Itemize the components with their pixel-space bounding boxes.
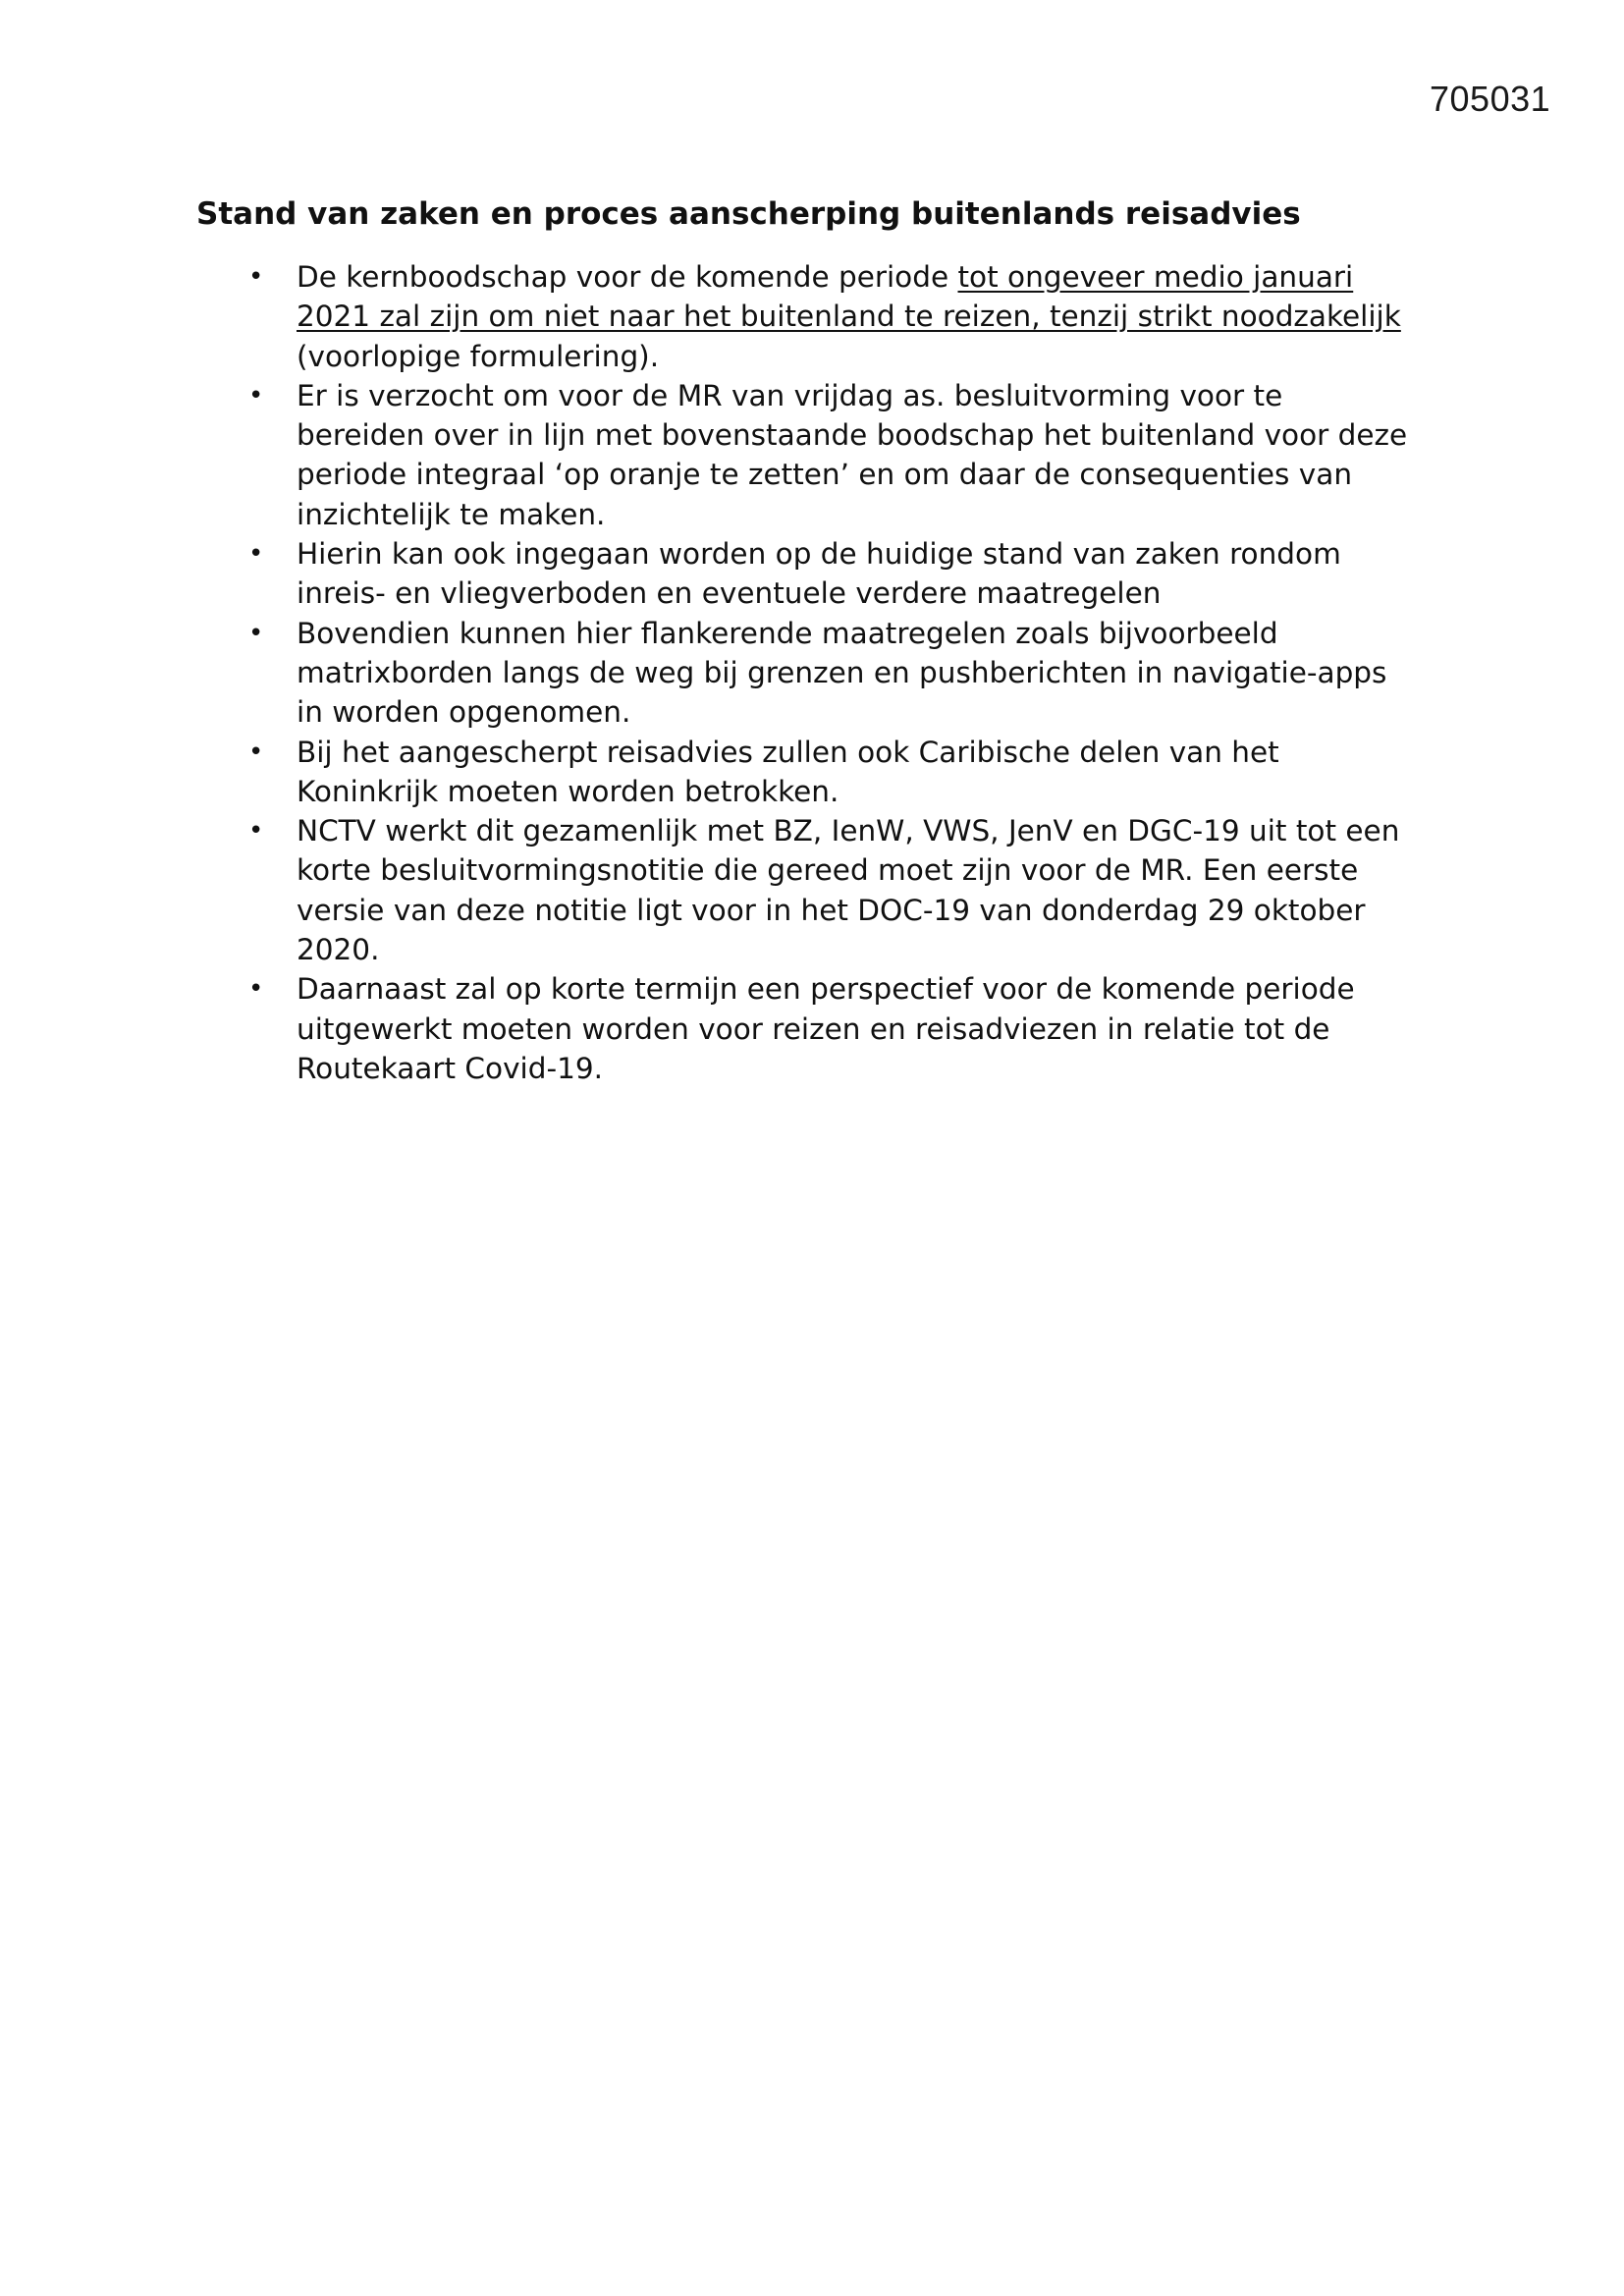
list-item-text-start: De kernboodschap voor de komende periode (297, 260, 958, 294)
list-item (0, 969, 1416, 1088)
list-item-text: Daarnaast zal op korte termijn een perspectief voor de komende periode uitgewerkt moeten worden voor reizen en reisadviezen in relatie tot de Routekaart Covid-19. (297, 972, 1355, 1085)
list-item-text: Bovendien kunnen hier flankerende maatregelen zoals bijvoorbeeld matrixborden langs de weg bij grenzen en pushberichten in navigatie-apps in worden opgenomen. (297, 616, 1387, 730)
document-heading: Stand van zaken en proces aanscherping buitenlands reisadvies (196, 196, 1301, 232)
list-item (0, 257, 1416, 376)
bullet-icon: • (248, 618, 264, 648)
bullet-icon: • (248, 816, 264, 847)
bullet-icon: • (248, 262, 264, 292)
bullet-icon: • (248, 380, 264, 410)
list-item (0, 376, 1416, 534)
list-item (0, 733, 1416, 812)
list-item-text-end: (voorlopige formulering). (297, 339, 660, 373)
list-item (0, 534, 1416, 614)
list-item-text: Bij het aangescherpt reisadvies zullen ook Caribische delen van het Koninkrijk moeten worden betrokken. (297, 735, 1279, 808)
list-item-text: Er is verzocht om voor de MR van vrijdag as. besluitvorming voor te bereiden over in lijn met bovenstaande boodschap het buitenland voor deze periode integraal ‘op oranje te zetten’ en om daar de consequenties van inzichtelijk te maken. (297, 378, 1408, 531)
list-item-text (297, 260, 1401, 373)
underlined-message: tot ongeveer medio januari 2021 zal zijn om niet naar het buitenland te reizen, tenzij strikt noodzakelijk (297, 260, 1401, 334)
document-number: 705031 (1430, 79, 1551, 119)
bullet-icon: • (248, 539, 264, 570)
list-item-text: Hierin kan ook ingegaan worden op de huidige stand van zaken rondom inreis- en vliegverboden en eventuele verdere maatregelen (297, 537, 1341, 611)
list-item-text: NCTV werkt dit gezamenlijk met BZ, IenW, VWS, JenV en DGC-19 uit tot een korte besluitvormingsnotitie die gereed moet zijn voor de MR. Een eerste versie van deze notitie ligt voor in het DOC-19 van donderdag 29 oktober 2020. (297, 814, 1400, 967)
bullet-icon: • (248, 974, 264, 1005)
list-item (0, 811, 1416, 969)
bullet-list (0, 257, 1624, 1088)
bullet-icon: • (248, 737, 264, 767)
list-item (0, 614, 1416, 733)
